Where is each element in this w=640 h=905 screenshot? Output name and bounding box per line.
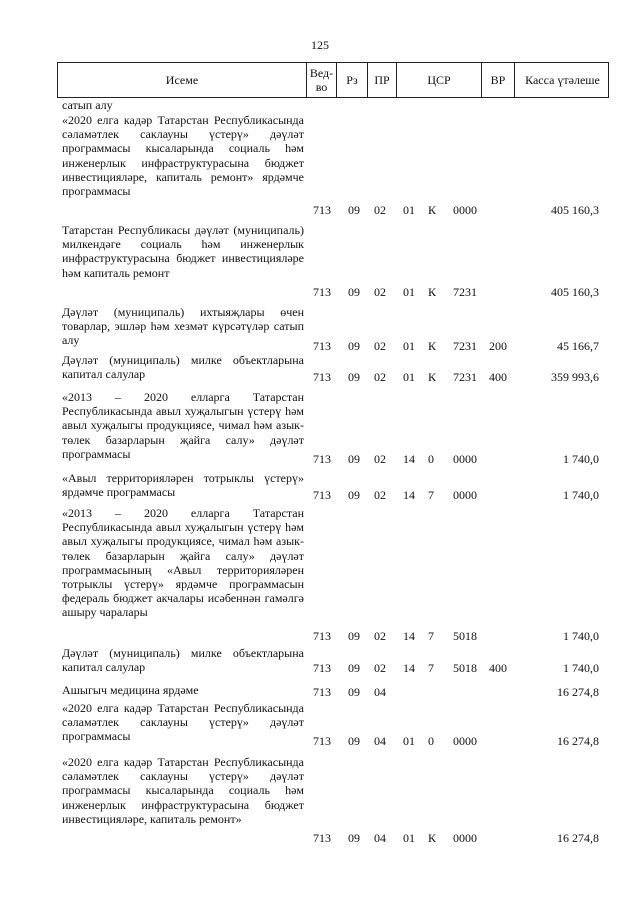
- cell-csr2: К: [428, 202, 437, 217]
- cell-csr3: 0000: [453, 830, 477, 845]
- cell-csr2: 7: [428, 628, 434, 643]
- cell-csr3: 7231: [453, 284, 477, 299]
- row-name: «2020 елга кадәр Татарстан Республикасында сәламәтлек саклауны үстерү» дәүләт программасы кысаларында социаль һәм инженерлык инфраструктурасына бюджет инвестицияләре, капиталь ремонт»: [62, 755, 304, 826]
- cell-ved: 713: [313, 202, 331, 217]
- cell-csr1: 01: [403, 733, 415, 748]
- cell-vr: 200: [489, 338, 507, 353]
- row-name: «2013 – 2020 елларга Татарстан Республикасында авыл хуҗалыгын үстерү һәм авыл хуҗалыгы продукциясе, чимал һәм азык-төлек базарларын җайга салу» дәүләт программасының «Авыл территорияләрен тотрыклы үстерү» ярдәмче программасын федераль бюджет акчалары исәбеннән гамәлгә ашыру чаралары: [62, 506, 304, 620]
- cell-ved: 713: [313, 733, 331, 748]
- cell-csr1: 01: [403, 369, 415, 384]
- row-codes: [57, 661, 609, 675]
- cell-rz: 09: [348, 451, 360, 466]
- cell-rz: 09: [348, 733, 360, 748]
- header-name: Исеме: [165, 73, 199, 87]
- cell-csr1: 01: [403, 830, 415, 845]
- cell-pr: 02: [374, 202, 386, 217]
- cell-rz: 09: [348, 628, 360, 643]
- page-number: 125: [311, 38, 329, 52]
- cell-rz: 09: [348, 830, 360, 845]
- cell-csr3: 7231: [453, 338, 477, 353]
- cell-csr2: 0: [428, 451, 434, 466]
- row-name: Дәүләт (муниципаль) милке объектларына капитал салулар: [62, 353, 304, 382]
- header-pr: ПР: [367, 63, 396, 97]
- cell-amount: 1 740,0: [563, 628, 599, 643]
- table-row: [57, 113, 609, 217]
- table-row: [57, 223, 609, 299]
- cell-pr: 02: [374, 451, 386, 466]
- cell-csr3: 0000: [453, 451, 477, 466]
- header-kassa: Касса үтәлеше: [514, 63, 610, 97]
- row-codes: [57, 488, 609, 502]
- table-row: [57, 683, 609, 699]
- cell-csr1: 01: [403, 284, 415, 299]
- cell-rz: 09: [348, 284, 360, 299]
- cell-amount: 1 740,0: [563, 660, 599, 675]
- row-codes: [57, 203, 609, 217]
- cell-pr: 02: [374, 338, 386, 353]
- cell-amount: 16 274,8: [557, 830, 599, 845]
- table-row: [57, 471, 609, 502]
- cell-amount: 405 160,3: [551, 284, 599, 299]
- cell-csr2: К: [428, 369, 437, 384]
- cell-csr1: 14: [403, 628, 415, 643]
- row-name: сатып алу: [62, 98, 113, 112]
- table-header: [57, 62, 609, 98]
- cell-csr2: 7: [428, 660, 434, 675]
- row-name: Татарстан Республикасы дәүләт (муниципаль) милкендәге социаль һәм инженерлык инфраструктурасына бюджет инвестицияләре һәм капиталь ремонт: [62, 223, 304, 280]
- table-row: [57, 353, 609, 384]
- header-csr: ЦСР: [396, 63, 481, 97]
- cell-vr: 400: [489, 660, 507, 675]
- row-codes: [57, 452, 609, 466]
- row-codes: [57, 285, 609, 299]
- cell-pr: 04: [374, 684, 386, 699]
- cell-amount: 1 740,0: [563, 451, 599, 466]
- cell-ved: 713: [313, 830, 331, 845]
- cell-csr3: 0000: [453, 733, 477, 748]
- cell-amount: 1 740,0: [563, 487, 599, 502]
- row-codes: [57, 831, 609, 845]
- cell-csr2: 0: [428, 733, 434, 748]
- cell-ved: 713: [313, 338, 331, 353]
- cell-ved: 713: [313, 487, 331, 502]
- row-name: «2020 елга кадәр Татарстан Республикасында сәламәтлек саклауны үстерү» дәүләт программасы: [62, 701, 304, 744]
- cell-vr: 400: [489, 369, 507, 384]
- cell-rz: 09: [348, 369, 360, 384]
- cell-pr: 02: [374, 628, 386, 643]
- cell-pr: 02: [374, 660, 386, 675]
- cell-ved: 713: [313, 684, 331, 699]
- header-vr: ВР: [481, 63, 514, 97]
- table-row: [57, 390, 609, 466]
- header-rz: Рз: [336, 63, 367, 97]
- cell-csr1: 14: [403, 451, 415, 466]
- cell-ved: 713: [313, 660, 331, 675]
- table-row: [57, 646, 609, 675]
- cell-csr1: 14: [403, 660, 415, 675]
- cell-rz: 09: [348, 660, 360, 675]
- cell-csr1: 01: [403, 338, 415, 353]
- cell-csr1: 01: [403, 202, 415, 217]
- cell-rz: 09: [348, 338, 360, 353]
- header-ved: Вед-во: [306, 63, 336, 97]
- row-name: Дәүләт (муниципаль) милке объектларына капитал салулар: [62, 646, 304, 675]
- table-row: [57, 305, 609, 353]
- cell-csr1: 14: [403, 487, 415, 502]
- table-row: [57, 506, 609, 643]
- row-codes: [57, 629, 609, 643]
- row-codes: [57, 685, 609, 699]
- row-name: «2013 – 2020 елларга Татарстан Республикасында авыл хуҗалыгын үстерү һәм авыл хуҗалыгы продукциясе, чимал һәм азык-төлек базарларын җайга салу» дәүләт программасы: [62, 390, 304, 461]
- cell-pr: 04: [374, 830, 386, 845]
- cell-csr2: К: [428, 338, 437, 353]
- cell-amount: 16 274,8: [557, 733, 599, 748]
- cell-csr3: 5018: [453, 660, 477, 675]
- cell-pr: 04: [374, 733, 386, 748]
- cell-amount: 45 166,7: [557, 338, 599, 353]
- table-row: [57, 701, 609, 748]
- row-name: Дәүләт (муниципаль) ихтыяҗлары өчен товарлар, эшләр һәм хезмәт күрсәтүләр сатып алу: [62, 305, 304, 348]
- row-codes: [57, 370, 609, 384]
- table-row: [57, 755, 609, 845]
- row-name: «Авыл территорияләрен тотрыклы үстерү» ярдәмче программасы: [62, 471, 304, 500]
- cell-csr3: 5018: [453, 628, 477, 643]
- cell-csr3: 0000: [453, 487, 477, 502]
- cell-rz: 09: [348, 202, 360, 217]
- cell-rz: 09: [348, 684, 360, 699]
- row-codes: [57, 734, 609, 748]
- table-row: [57, 98, 609, 112]
- cell-csr3: 7231: [453, 369, 477, 384]
- row-name: Ашыгыч медицина ярдәме: [62, 683, 199, 697]
- cell-csr2: 7: [428, 487, 434, 502]
- cell-csr2: К: [428, 284, 437, 299]
- cell-csr2: К: [428, 830, 437, 845]
- cell-ved: 713: [313, 284, 331, 299]
- cell-pr: 02: [374, 284, 386, 299]
- cell-rz: 09: [348, 487, 360, 502]
- row-codes: [57, 339, 609, 353]
- cell-amount: 16 274,8: [557, 684, 599, 699]
- cell-amount: 405 160,3: [551, 202, 599, 217]
- cell-amount: 359 993,6: [551, 369, 599, 384]
- cell-pr: 02: [374, 369, 386, 384]
- cell-ved: 713: [313, 369, 331, 384]
- row-name: «2020 елга кадәр Татарстан Республикасында сәламәтлек саклауны үстерү» дәүләт программасы кысаларында социаль һәм инженерлык инфраструктурасына бюджет инвестицияләре, капиталь ремонт» ярдәмче программасы: [62, 113, 304, 199]
- cell-ved: 713: [313, 628, 331, 643]
- row-codes: [57, 98, 609, 112]
- cell-csr3: 0000: [453, 202, 477, 217]
- cell-ved: 713: [313, 451, 331, 466]
- cell-pr: 02: [374, 487, 386, 502]
